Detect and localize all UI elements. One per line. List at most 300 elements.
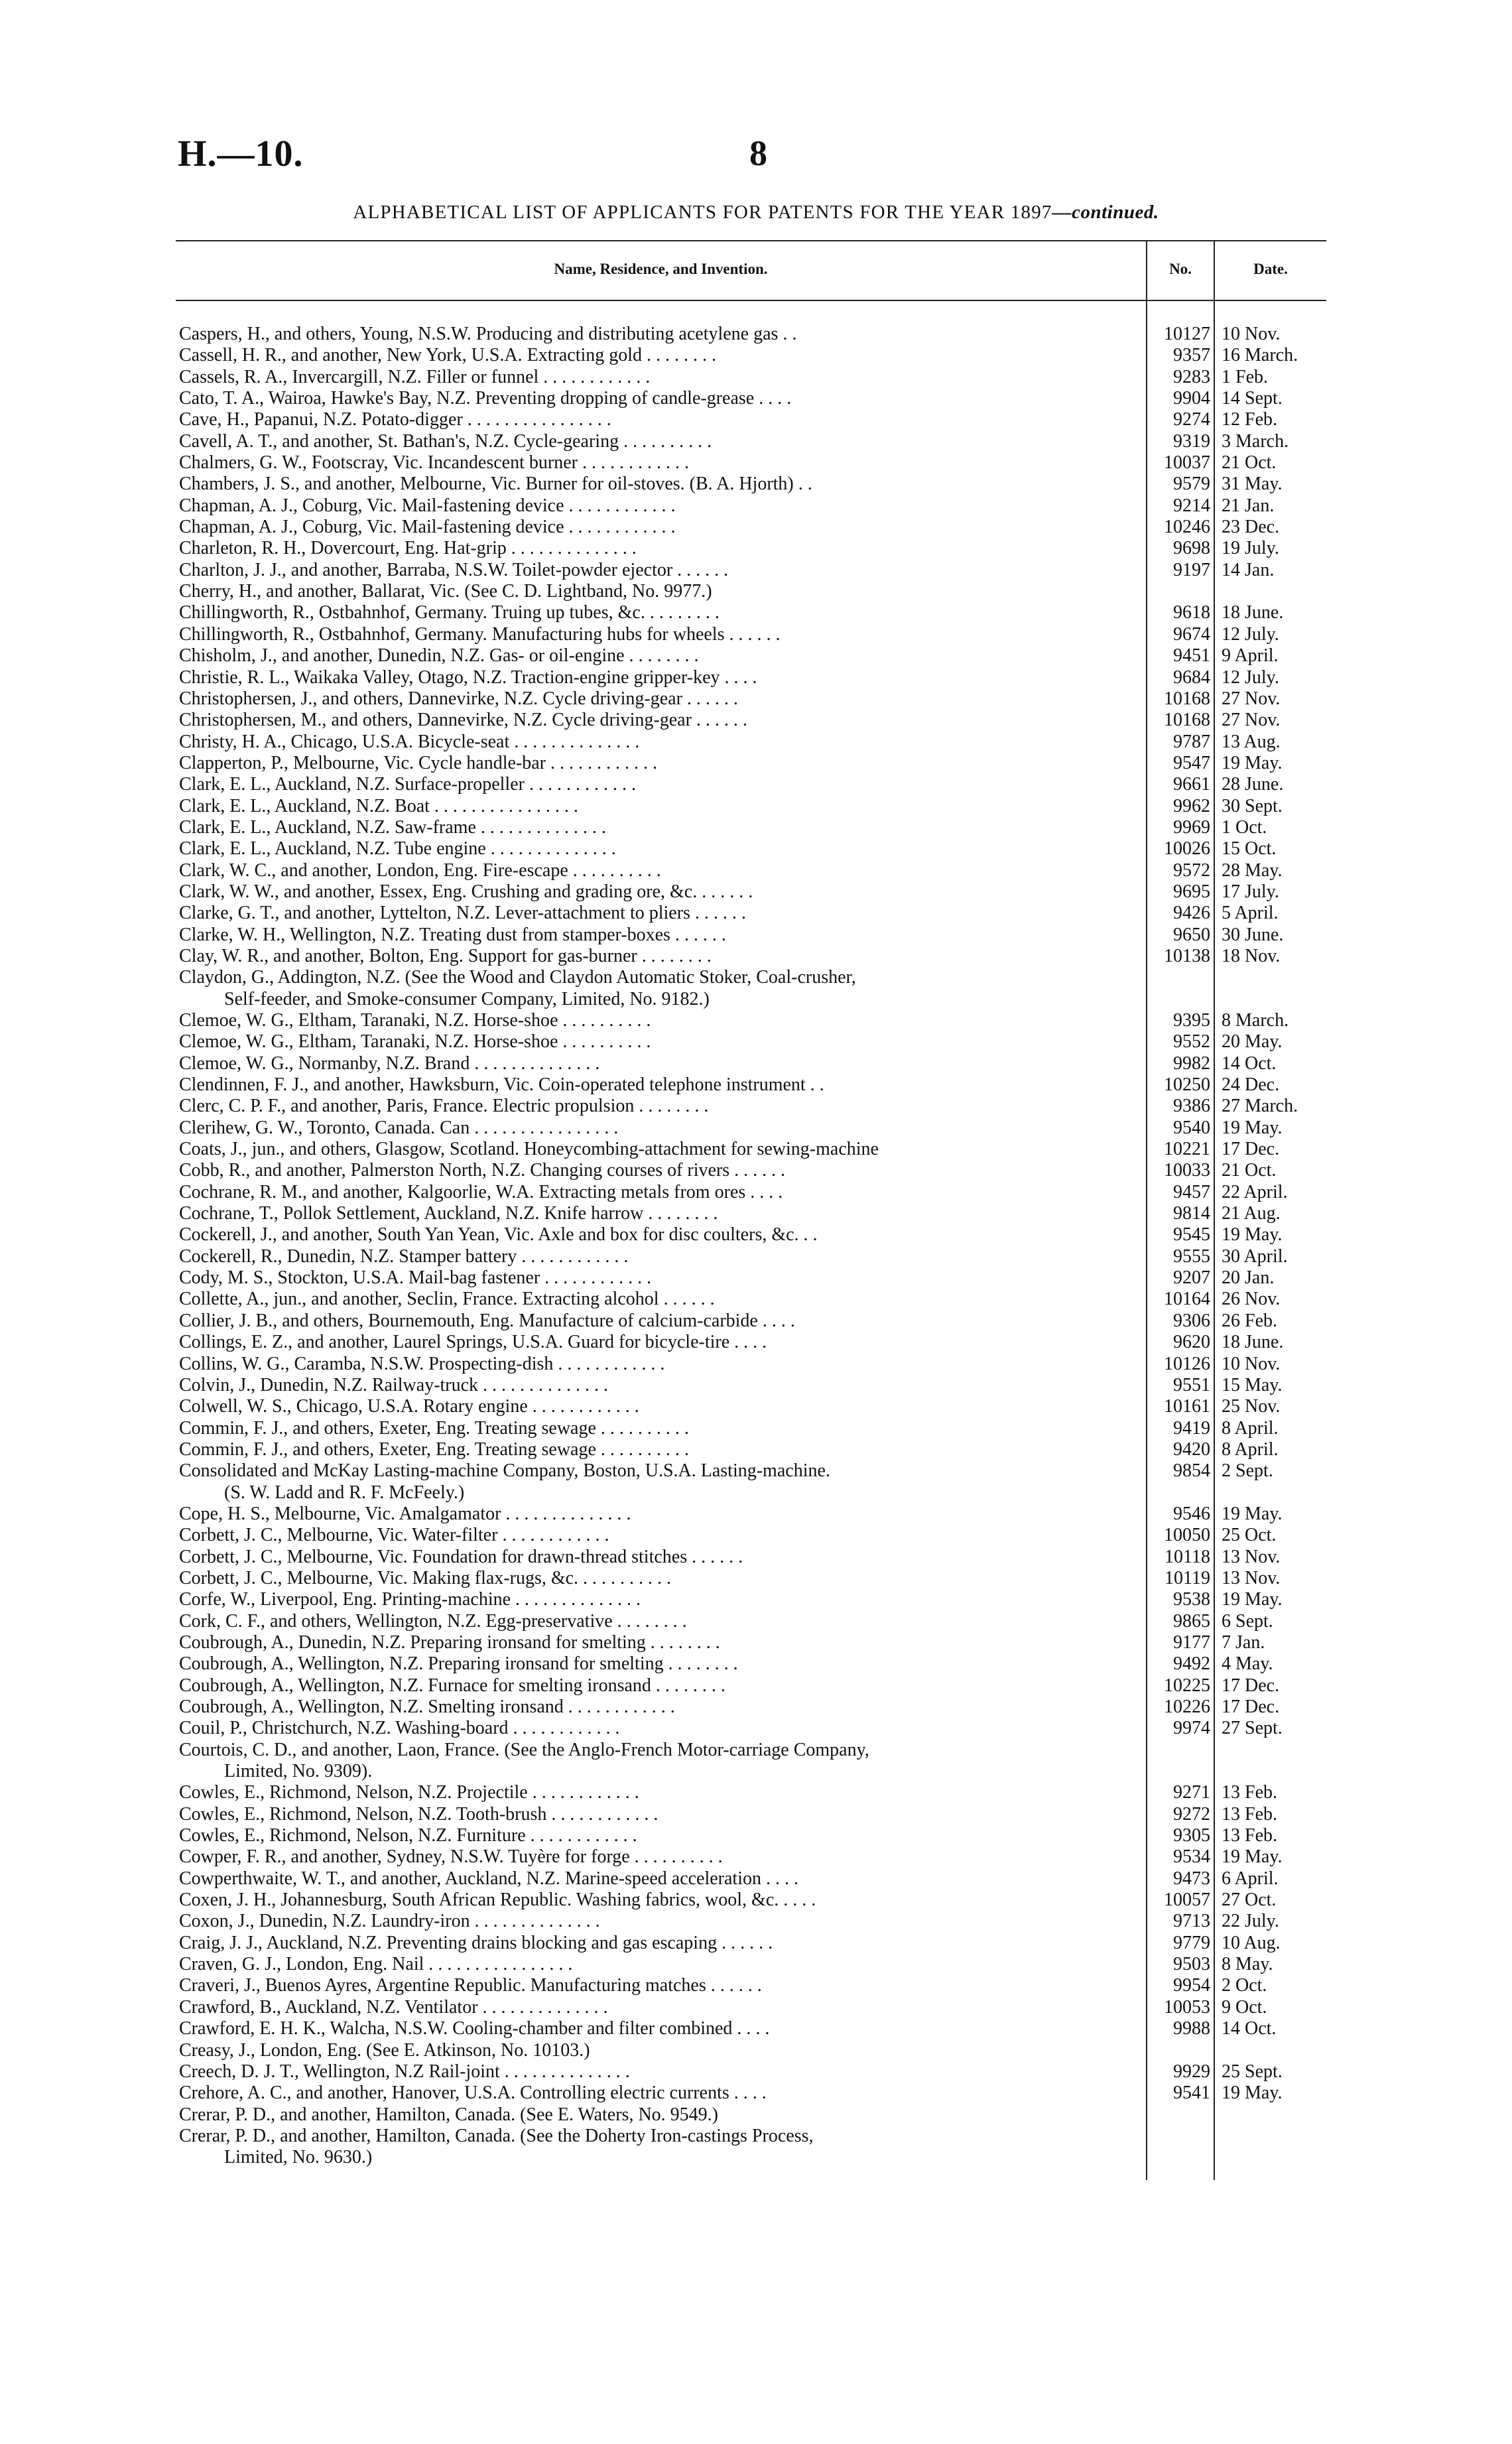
entry-date: 21 Oct. [1222,1160,1277,1181]
entry-number: 9386 [1173,1096,1210,1117]
entry-text: Corbett, J. C., Melbourne, Vic. Foundation for drawn-thread stitches . . . . . . [179,1546,743,1567]
list-item [179,1482,1326,1504]
entry-date: 27 Sept. [1222,1718,1283,1739]
entry-date: 14 Oct. [1222,2018,1277,2039]
list-item [179,1074,1326,1096]
entry-text: Charleton, R. H., Dovercourt, Eng. Hat-grip . . . . . . . . . . . . . . [179,538,637,559]
entry-number: 9579 [1173,474,1210,495]
entry-number: 10026 [1164,838,1210,860]
list-title [0,202,1512,224]
column-header-no: No. [1169,261,1192,277]
entry-text: Cody, M. S., Stockton, U.S.A. Mail-bag fastener . . . . . . . . . . . . [179,1267,652,1289]
list-item [179,1203,1326,1224]
entry-date: 18 June. [1222,602,1284,623]
entry-text: Christophersen, J., and others, Dannevirke, N.Z. Cycle driving-gear . . . . . . [179,688,738,709]
entry-number: 10118 [1165,1546,1210,1567]
entry-date: 8 March. [1222,1010,1289,1031]
entry-date: 31 May. [1222,474,1283,495]
document-code: H.—10. [178,133,304,174]
entry-text: Clark, E. L., Auckland, N.Z. Saw-frame . . . . . . . . . . . . . . [179,816,606,838]
entry-date: 25 Nov. [1222,1396,1281,1417]
list-item [179,774,1326,795]
entry-date: 19 May. [1222,1846,1283,1868]
entry-date: 23 Dec. [1222,517,1280,538]
entry-date: 25 Oct. [1222,1525,1277,1546]
list-item [179,1611,1326,1632]
list-item [179,946,1326,967]
list-item [179,324,1326,345]
list-item [179,452,1326,474]
entry-text: Cowles, E., Richmond, Nelson, N.Z. Projectile . . . . . . . . . . . . [179,1782,639,1803]
list-item [179,688,1326,710]
list-item [179,1718,1326,1739]
list-item [179,817,1326,838]
list-item [179,1246,1326,1267]
entry-text: Crehore, A. C., and another, Hanover, U.S.A. Controlling electric currents . . . . [179,2083,767,2104]
entry-number: 9962 [1173,795,1210,816]
list-item [179,1031,1326,1053]
entry-text: Clemoe, W. G., Eltham, Taranaki, N.Z. Horse-shoe . . . . . . . . . . [179,1010,651,1031]
list-item [179,989,1326,1010]
entry-text: Cobb, R., and another, Palmerston North, N.Z. Changing courses of rivers . . . . . . [179,1160,786,1181]
entry-text: Cowles, E., Richmond, Nelson, N.Z. Furniture . . . . . . . . . . . . [179,1825,637,1846]
list-item [179,753,1326,774]
entry-text: Cowles, E., Richmond, Nelson, N.Z. Tooth-brush . . . . . . . . . . . . [179,1803,659,1825]
entry-date: 25 Sept. [1222,2061,1283,2082]
entry-number: 9865 [1173,1610,1210,1632]
entry-date: 2 Sept. [1222,1460,1273,1482]
entry-number: 9197 [1173,559,1210,580]
list-item [179,2061,1326,2083]
list-item [179,1224,1326,1246]
entry-date: 1 Feb. [1222,366,1268,387]
list-item [179,1396,1326,1417]
list-item [179,1160,1326,1181]
entry-text: Coubrough, A., Dunedin, N.Z. Preparing ironsand for smelting . . . . . . . . [179,1632,720,1653]
entry-date: 13 Nov. [1222,1546,1281,1567]
list-item [179,431,1326,452]
entry-text: Cowper, F. R., and another, Sydney, N.S.W. Tuyère for forge . . . . . . . . . . [179,1846,723,1868]
entry-number: 9684 [1173,667,1210,688]
entry-date: 28 June. [1222,774,1284,795]
entry-number: 9305 [1173,1825,1210,1846]
list-title-continued: —continued. [1052,202,1159,223]
list-item [179,1740,1326,1761]
entry-date: 14 Jan. [1222,559,1275,580]
entry-text: Christie, R. L., Waikaka Valley, Otago, N.Z. Traction-engine gripper-key . . . . [179,667,757,688]
entry-text: Crerar, P. D., and another, Hamilton, Canada. (See the Doherty Iron-castings Process, [179,2125,814,2146]
entry-text: Coats, J., jun., and others, Glasgow, Scotland. Honeycombing-attachment for sewing-machine [179,1139,879,1160]
list-item [179,1139,1326,1160]
entry-number: 10225 [1164,1675,1210,1696]
list-item [179,560,1326,581]
entry-text: Chillingworth, R., Ostbahnhof, Germany. Truing up tubes, &c. . . . . . . . . [179,602,720,623]
entry-number: 10164 [1164,1289,1210,1310]
entry-number: 9357 [1173,345,1210,366]
entry-number: 9698 [1173,538,1210,559]
entry-number: 9272 [1173,1803,1210,1825]
entry-text: Clendinnen, F. J., and another, Hawksburn, Vic. Coin-operated telephone instrument . . [179,1074,824,1096]
entry-number: 9988 [1173,2018,1210,2039]
entry-number: 9620 [1173,1332,1210,1353]
entry-number: 9503 [1173,1954,1210,1975]
list-item [179,967,1326,988]
entry-text: Christy, H. A., Chicago, U.S.A. Bicycle-seat . . . . . . . . . . . . . . [179,731,640,752]
entry-date: 18 Nov. [1222,945,1281,966]
entry-text: Corfe, W., Liverpool, Eng. Printing-machine . . . . . . . . . . . . . . [179,1589,641,1610]
entry-text: Corbett, J. C., Melbourne, Vic. Making flax-rugs, &c. . . . . . . . . . . [179,1567,672,1588]
entry-date: 21 Aug. [1222,1203,1281,1224]
entry-date: 4 May. [1222,1653,1273,1675]
entry-number: 9929 [1173,2061,1210,2082]
entry-date: 10 Aug. [1222,1932,1281,1953]
entry-text: Collings, E. Z., and another, Laurel Springs, U.S.A. Guard for bicycle-tire . . . . [179,1332,767,1353]
entry-text: Clarke, W. H., Wellington, N.Z. Treating dust from stamper-boxes . . . . . . [179,924,726,945]
entry-text: Colwell, W. S., Chicago, U.S.A. Rotary engine . . . . . . . . . . . . [179,1396,639,1417]
entry-text: Crawford, B., Auckland, N.Z. Ventilator . . . . . . . . . . . . . . [179,1996,608,2018]
entry-date: 19 May. [1222,1589,1283,1610]
entry-date: 30 April. [1222,1246,1288,1267]
list-item [179,1267,1326,1289]
entry-text: Commin, F. J., and others, Exeter, Eng. Treating sewage . . . . . . . . . . [179,1417,689,1439]
entry-text: Clay, W. R., and another, Bolton, Eng. Support for gas-burner . . . . . . . . [179,945,712,966]
entry-text: Collette, A., jun., and another, Seclin, France. Extracting alcohol . . . . . . [179,1289,715,1310]
applicant-list [179,324,1326,2169]
list-item [179,1439,1326,1460]
entry-date: 6 Sept. [1222,1610,1273,1632]
entry-number: 9457 [1173,1181,1210,1202]
entry-text: Cassels, R. A., Invercargill, N.Z. Filler or funnel . . . . . . . . . . . . [179,366,651,387]
entry-number: 9974 [1173,1718,1210,1739]
list-item [179,1632,1326,1653]
entry-date: 10 Nov. [1222,1353,1281,1374]
entry-number: 9555 [1173,1246,1210,1267]
list-item [179,1675,1326,1697]
entry-text: Courtois, C. D., and another, Laon, France. (See the Anglo-French Motor-carriage Company, [179,1739,869,1760]
column-header-date: Date. [1253,261,1288,277]
entry-date: 19 May. [1222,1224,1283,1246]
entry-text: Collier, J. B., and others, Bournemouth, Eng. Manufacture of calcium-carbide . . . . [179,1310,795,1331]
entry-number: 9854 [1173,1460,1210,1482]
list-item [179,710,1326,731]
entry-date: 15 Oct. [1222,838,1277,860]
entry-date: 26 Feb. [1222,1310,1277,1331]
entry-text: Clark, E. L., Auckland, N.Z. Tube engine . . . . . . . . . . . . . . [179,838,616,860]
entry-text: Coubrough, A., Wellington, N.Z. Furnace for smelting ironsand . . . . . . . . [179,1675,725,1696]
entry-date: 30 June. [1222,924,1284,945]
entry-text: Corbett, J. C., Melbourne, Vic. Water-filter . . . . . . . . . . . . [179,1525,609,1546]
entry-date: 19 July. [1222,538,1279,559]
entry-number: 9547 [1173,752,1210,773]
entry-number: 10053 [1164,1996,1210,2018]
entry-date: 17 Dec. [1222,1675,1280,1696]
entry-text: Clemoe, W. G., Eltham, Taranaki, N.Z. Horse-shoe . . . . . . . . . . [179,1031,651,1053]
table-top-rule [176,240,1326,241]
list-item [179,1118,1326,1139]
entry-date: 19 May. [1222,1503,1283,1524]
entry-number: 9540 [1173,1117,1210,1138]
entry-text: Cato, T. A., Wairoa, Hawke's Bay, N.Z. Preventing dropping of candle-grease . . . . [179,388,792,409]
list-item [179,409,1326,430]
entry-date: 9 Oct. [1222,1996,1267,2018]
entry-text: Coxen, J. H., Johannesburg, South African Republic. Washing fabrics, wool, &c. . . . . [179,1890,816,1911]
list-item [179,1868,1326,1890]
entry-text: Crawford, E. H. K., Walcha, N.S.W. Cooling-chamber and filter combined . . . . [179,2018,770,2039]
list-item [179,1311,1326,1332]
entry-text: Cochrane, R. M., and another, Kalgoorlie, W.A. Extracting metals from ores . . . . [179,1181,783,1202]
entry-date: 30 Sept. [1222,795,1283,816]
entry-date: 12 July. [1222,667,1279,688]
entry-text: Creasy, J., London, Eng. (See E. Atkinson, No. 10103.) [179,2039,590,2061]
entry-number: 9177 [1173,1632,1210,1653]
list-item [179,581,1326,602]
list-item [179,1418,1326,1439]
entry-number: 10126 [1164,1353,1210,1374]
entry-number: 9492 [1173,1653,1210,1675]
entry-number: 9538 [1173,1589,1210,1610]
list-item [179,602,1326,623]
entry-text: Chalmers, G. W., Footscray, Vic. Incandescent burner . . . . . . . . . . . . [179,452,689,474]
list-item [179,1547,1326,1568]
list-item [179,1096,1326,1117]
entry-text: Cave, H., Papanui, N.Z. Potato-digger . . . . . . . . . . . . . . . . [179,409,611,430]
entry-text: Clark, W. C., and another, London, Eng. Fire-escape . . . . . . . . . . [179,860,661,881]
list-item [179,2040,1326,2061]
entry-text: Crerar, P. D., and another, Hamilton, Canada. (See E. Waters, No. 9549.) [179,2104,718,2125]
list-item [179,2018,1326,2039]
entry-number: 9650 [1173,924,1210,945]
entry-date: 13 Feb. [1222,1825,1277,1846]
list-item [179,732,1326,753]
entry-date: 13 Feb. [1222,1803,1277,1825]
list-item [179,1782,1326,1803]
list-item [179,1053,1326,1074]
entry-number: 9426 [1173,903,1210,924]
entry-number: 9534 [1173,1846,1210,1868]
list-item [179,1289,1326,1310]
entry-text: Commin, F. J., and others, Exeter, Eng. Treating sewage . . . . . . . . . . [179,1439,689,1460]
entry-number: 10037 [1164,452,1210,474]
entry-date: 8 April. [1222,1439,1279,1460]
entry-number: 9814 [1173,1203,1210,1224]
entry-text: Chapman, A. J., Coburg, Vic. Mail-fastening device . . . . . . . . . . . . [179,517,676,538]
list-item [179,1354,1326,1375]
entry-date: 9 April. [1222,645,1279,667]
list-item [179,1933,1326,1954]
entry-date: 28 May. [1222,860,1283,881]
entry-text: Craven, G. J., London, Eng. Nail . . . . . . . . . . . . . . . . [179,1954,573,1975]
entry-text: Creech, D. J. T., Wellington, N.Z Rail-joint . . . . . . . . . . . . . . [179,2061,630,2082]
entry-number: 10161 [1164,1396,1210,1417]
entry-date: 27 Nov. [1222,710,1281,731]
entry-text: Clerc, C. P. F., and another, Paris, France. Electric propulsion . . . . . . . . [179,1096,709,1117]
entry-date: 20 May. [1222,1031,1283,1053]
entry-date: 24 Dec. [1222,1074,1280,1096]
list-item [179,538,1326,559]
list-item [179,1825,1326,1846]
list-item [179,1375,1326,1396]
list-item [179,388,1326,409]
entry-text: Coxon, J., Dunedin, N.Z. Laundry-iron . . . . . . . . . . . . . . [179,1911,600,1932]
entry-number: 9319 [1173,430,1210,452]
entry-number: 9473 [1173,1868,1210,1889]
entry-date: 6 April. [1222,1868,1279,1889]
entry-number: 9546 [1173,1503,1210,1524]
entry-number: 9618 [1173,602,1210,623]
list-item [179,1975,1326,1996]
list-item [179,2126,1326,2147]
entry-text: Craveri, J., Buenos Ayres, Argentine Republic. Manufacturing matches . . . . . . [179,1975,762,1996]
list-item [179,838,1326,860]
list-item [179,1890,1326,1911]
list-item [179,2104,1326,2126]
list-item [179,1504,1326,1525]
entry-date: 14 Oct. [1222,1053,1277,1074]
entry-date: 13 Nov. [1222,1567,1281,1588]
entry-date: 8 April. [1222,1417,1279,1439]
entry-date: 13 Feb. [1222,1782,1277,1803]
entry-text: Limited, No. 9309). [224,1761,373,1782]
list-item [179,645,1326,667]
entry-number: 9283 [1173,366,1210,387]
entry-text: Coubrough, A., Wellington, N.Z. Preparing ironsand for smelting . . . . . . . . [179,1653,738,1675]
entry-number: 9982 [1173,1053,1210,1074]
entry-number: 9419 [1173,1417,1210,1439]
entry-number: 10057 [1164,1890,1210,1911]
entry-text: Clerihew, G. W., Toronto, Canada. Can . . . . . . . . . . . . . . . . [179,1117,619,1138]
entry-date: 15 May. [1222,1374,1283,1395]
entry-date: 27 March. [1222,1096,1298,1117]
column-header-name: Name, Residence, and Invention. [554,261,768,277]
list-item [179,667,1326,688]
entry-text: Caspers, H., and others, Young, N.S.W. Producing and distributing acetylene gas . . [179,324,797,344]
entry-text: Clarke, G. T., and another, Lyttelton, N.Z. Lever-attachment to pliers . . . . . . [179,903,746,924]
entry-text: Clark, E. L., Auckland, N.Z. Surface-propeller . . . . . . . . . . . . [179,774,636,795]
entry-text: Clapperton, P., Melbourne, Vic. Cycle handle-bar . . . . . . . . . . . . [179,752,657,773]
list-item [179,1846,1326,1868]
entry-text: Coubrough, A., Wellington, N.Z. Smelting ironsand . . . . . . . . . . . . [179,1697,675,1717]
entry-number: 10226 [1164,1697,1210,1717]
entry-text: Clark, E. L., Auckland, N.Z. Boat . . . . . . . . . . . . . . . . [179,795,578,816]
entry-number: 9695 [1173,881,1210,902]
entry-number: 9271 [1173,1782,1210,1803]
entry-date: 7 Jan. [1222,1632,1265,1653]
entry-text: Limited, No. 9630.) [224,2147,373,2168]
entry-text: Claydon, G., Addington, N.Z. (See the Wood and Claydon Automatic Stoker, Coal-crusher, [179,967,856,988]
entry-number: 9661 [1173,774,1210,795]
entry-text: Chisholm, J., and another, Dunedin, N.Z. Gas- or oil-engine . . . . . . . . [179,645,699,667]
entry-date: 10 Nov. [1222,324,1281,344]
list-item [179,367,1326,388]
entry-text: Cockerell, J., and another, South Yan Yean, Vic. Axle and box for disc coulters, &c. . . [179,1224,818,1246]
list-item [179,474,1326,495]
entry-date: 18 June. [1222,1332,1284,1353]
entry-text: Chapman, A. J., Coburg, Vic. Mail-fastening device . . . . . . . . . . . . [179,495,676,516]
page-number: 8 [749,133,767,173]
entry-text: Christophersen, M., and others, Dannevirke, N.Z. Cycle driving-gear . . . . . . [179,710,747,731]
entry-date: 17 July. [1222,881,1279,902]
list-item [179,881,1326,903]
entry-text: Cork, C. F., and others, Wellington, N.Z. Egg-preservative . . . . . . . . [179,1610,687,1632]
entry-date: 16 March. [1222,345,1298,366]
entry-text: Colvin, J., Dunedin, N.Z. Railway-truck . . . . . . . . . . . . . . [179,1374,609,1395]
entry-text: Chambers, J. S., and another, Melbourne, Vic. Burner for oil-stoves. (B. A. Hjorth) . . [179,474,812,495]
list-item [179,1332,1326,1353]
list-item [179,495,1326,517]
entry-date: 3 March. [1222,430,1289,452]
entry-number: 9214 [1173,495,1210,516]
entry-date: 5 April. [1222,903,1279,924]
entry-text: Self-feeder, and Smoke-consumer Company, Limited, No. 9182.) [224,988,710,1009]
entry-text: Craig, J. J., Auckland, N.Z. Preventing drains blocking and gas escaping . . . . . . [179,1932,773,1953]
entry-number: 9451 [1173,645,1210,667]
entry-text: Couil, P., Christchurch, N.Z. Washing-board . . . . . . . . . . . . [179,1718,620,1739]
entry-text: Charlton, J. J., and another, Barraba, N.S.W. Toilet-powder ejector . . . . . . [179,559,729,580]
entry-date: 14 Sept. [1222,388,1283,409]
entry-number: 10127 [1164,324,1210,344]
list-item [179,624,1326,645]
entry-number: 10138 [1164,945,1210,966]
list-item [179,796,1326,817]
entry-number: 10168 [1164,710,1210,731]
list-item [179,1182,1326,1203]
list-item [179,1697,1326,1718]
entry-text: (S. W. Ladd and R. F. McFeely.) [224,1482,465,1503]
entry-number: 9713 [1173,1911,1210,1932]
entry-text: Cavell, A. T., and another, St. Bathan's, N.Z. Cycle-gearing . . . . . . . . . . [179,430,712,452]
entry-number: 9551 [1173,1374,1210,1395]
entry-date: 17 Dec. [1222,1139,1280,1160]
entry-date: 27 Oct. [1222,1890,1277,1911]
entry-number: 9572 [1173,860,1210,881]
entry-date: 27 Nov. [1222,688,1281,709]
list-item [179,1589,1326,1610]
entry-date: 22 July. [1222,1911,1279,1932]
entry-number: 10168 [1164,688,1210,709]
entry-text: Collins, W. G., Caramba, N.S.W. Prospecting-dish . . . . . . . . . . . . [179,1353,665,1374]
entry-text: Chillingworth, R., Ostbahnhof, Germany. Manufacturing hubs for wheels . . . . . . [179,623,781,645]
list-item [179,1010,1326,1031]
entry-number: 10246 [1164,517,1210,538]
entry-text: Cassell, H. R., and another, New York, U.S.A. Extracting gold . . . . . . . . [179,345,717,366]
list-item [179,925,1326,946]
entry-number: 10250 [1164,1074,1210,1096]
list-title-main: ALPHABETICAL LIST OF APPLICANTS FOR PATENTS FOR THE YEAR 1897 [353,202,1052,223]
list-item [179,860,1326,881]
entry-number: 9674 [1173,623,1210,645]
entry-number: 10050 [1164,1525,1210,1546]
list-item [179,1954,1326,1975]
list-item [179,1804,1326,1825]
entry-text: Cowperthwaite, W. T., and another, Auckland, N.Z. Marine-speed acceleration . . . . [179,1868,798,1889]
list-item [179,2083,1326,2104]
entry-text: Cope, H. S., Melbourne, Vic. Amalgamator . . . . . . . . . . . . . . [179,1503,631,1524]
entry-number: 9787 [1173,731,1210,752]
list-item [179,2147,1326,2168]
entry-number: 10119 [1165,1567,1210,1588]
entry-date: 12 July. [1222,623,1279,645]
entry-date: 19 May. [1222,2083,1283,2104]
entry-text: Clemoe, W. G., Normanby, N.Z. Brand . . . . . . . . . . . . . . [179,1053,600,1074]
list-item [179,1460,1326,1482]
entry-number: 9274 [1173,409,1210,430]
list-item [179,1911,1326,1932]
entry-date: 12 Feb. [1222,409,1277,430]
entry-date: 19 May. [1222,1117,1283,1138]
entry-text: Clark, W. W., and another, Essex, Eng. Crushing and grading ore, &c. . . . . . . [179,881,753,902]
list-item [179,345,1326,366]
entry-date: 1 Oct. [1222,816,1267,838]
